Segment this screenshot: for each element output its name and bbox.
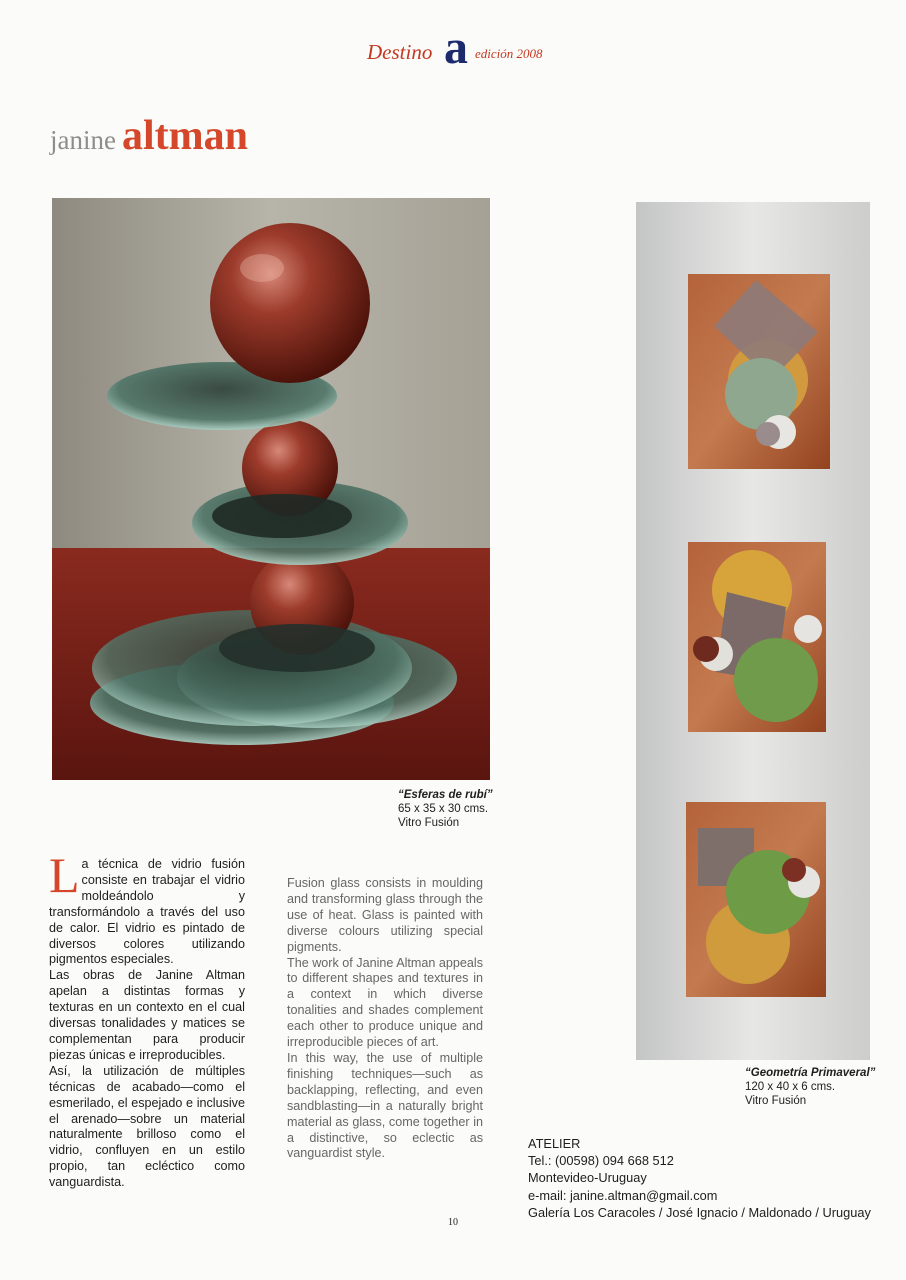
article-title — [50, 112, 248, 160]
artist-first-name: janine — [50, 125, 116, 155]
drop-cap: L — [49, 847, 80, 903]
english-paragraph: The work of Janine Altman appeals to different shapes and textures in a context in which diverse tonalities and shades complement each other to produce unique and irreproducible pieces of art. — [287, 955, 484, 1050]
atelier-city: Montevideo-Uruguay — [528, 1170, 647, 1186]
atelier-heading: ATELIER — [528, 1136, 581, 1151]
side-artwork-dimensions: 120 x 40 x 6 cms. — [745, 1081, 836, 1093]
side-artwork-caption — [745, 1066, 875, 1108]
main-artwork-dimensions: 65 x 35 x 30 cms. — [398, 803, 489, 815]
spanish-paragraph — [49, 847, 245, 968]
main-artwork-caption — [398, 788, 493, 830]
page-number: 10 — [448, 1217, 458, 1228]
glass-panel — [686, 802, 826, 997]
spanish-paragraph: Las obras de Janine Altman apelan a distintas formas y texturas en un contexto en el cual diversas tonalidades y matices se complementan para producir piezas únicas e irreproducibles. — [49, 968, 245, 1062]
english-paragraph: In this way, the use of multiple finishing techniques—such as backlapping, reflecting, and even sandblasting—in a naturally bright material as glass, come together in a distinctive, so eclectic as vanguardist style. — [287, 1050, 483, 1161]
triptych-photo — [636, 202, 870, 1060]
atelier-gallery: Galería Los Caracoles / José Ignacio / Maldonado / Uruguay — [528, 1204, 871, 1220]
masthead — [367, 21, 607, 74]
spanish-text-column — [49, 847, 245, 1191]
atelier-contact — [528, 1135, 871, 1221]
spanish-paragraph-text: a técnica de vidrio fusión consiste en trabajar el vidrio moldeándolo y transformándolo a través del uso de calor. El vidrio es pintado de diversos colores utilizando pigmentos especiales. — [49, 857, 245, 967]
atelier-email: e-mail: janine.altman@gmail.com — [528, 1187, 718, 1203]
sculpture-photo — [52, 198, 490, 780]
atelier-phone: Tel.: (00598) 094 668 512 — [528, 1153, 674, 1169]
main-artwork-title: “Esferas de rubí” — [398, 789, 493, 801]
glass-disc — [92, 610, 412, 726]
english-text-column — [287, 876, 483, 1162]
side-artwork-technique: Vitro Fusión — [745, 1095, 807, 1107]
side-artwork-title: “Geometría Primaveral” — [745, 1067, 876, 1079]
main-artwork-technique: Vitro Fusión — [398, 817, 460, 829]
artist-last-name: altman — [121, 113, 248, 159]
glass-panel — [688, 274, 830, 469]
masthead-edition: edición 2008 — [475, 46, 543, 61]
glass-panel — [688, 542, 826, 732]
ruby-sphere — [210, 223, 370, 383]
english-paragraph: Fusion glass consists in moulding and transforming glass through the use of heat. Glass is painted with diverse colours utilizing special pigments. — [287, 876, 483, 954]
masthead-word: Destino — [367, 40, 433, 64]
masthead-letter: a — [444, 21, 468, 74]
spanish-paragraph: Así, la utilización de múltiples técnicas de acabado—como el esmerilado, el espejado e inclusive el arenado—sobre un material naturalmente brilloso como el vidrio, confluyen en un estilo propio, tan ecléctico como vanguardista. — [49, 1063, 245, 1190]
